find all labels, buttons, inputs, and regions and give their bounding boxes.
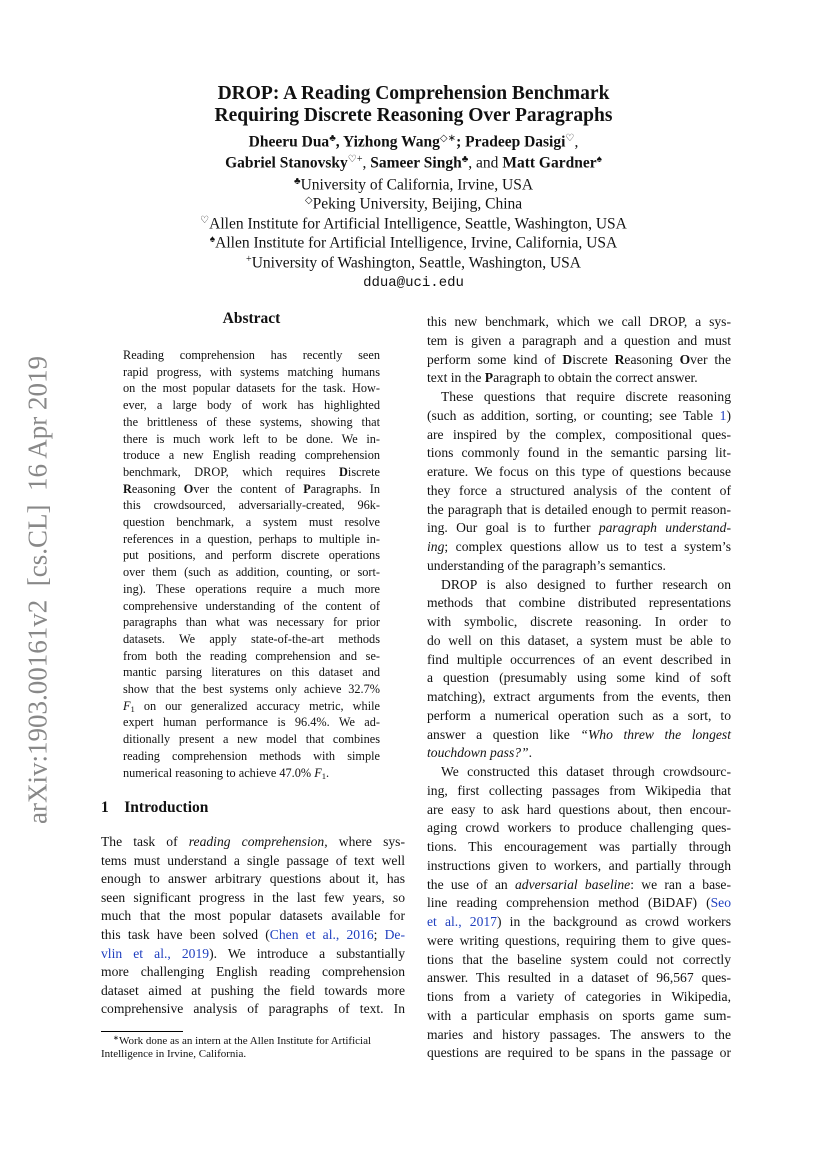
text-line: [101, 1001, 405, 1017]
text-span: perform a numerical operation such as a sort, to: [427, 707, 731, 723]
text-line: [427, 502, 731, 518]
text-span: a question (presumably using some kind of soft: [427, 670, 731, 686]
text-span: on our generalized accuracy metric, while: [134, 698, 380, 713]
text-line: [123, 749, 380, 764]
text-line: [427, 989, 731, 1005]
text-span: R: [614, 351, 625, 367]
text-span: Allen Institute for Artificial Intelligence, Irvine, California, USA: [215, 234, 618, 252]
superscript-marker: ♣: [293, 176, 301, 187]
text-span: comprehensive analysis of paragraphs of text. In: [101, 1001, 405, 1017]
text-span: benchmark, DROP, which requires: [123, 464, 340, 479]
text-span: answer a question like: [427, 726, 581, 742]
text-line: [427, 408, 731, 424]
text-span: ): [726, 407, 731, 423]
text-span: show that the best systems only achieve 32.7%: [123, 682, 380, 696]
text-span: much that the most popular datasets available for: [101, 908, 405, 924]
text-span: troduce a new English reading comprehension: [123, 448, 380, 463]
text-span: matching), extract arguments from the events, then: [427, 689, 731, 704]
text-span: Intelligence in Irvine, California.: [101, 1048, 247, 1060]
author-line-1: [0, 133, 827, 152]
text-line: [427, 652, 731, 668]
text-span: Work done as an intern at the Allen Institute for Artificial: [118, 1034, 372, 1047]
text-line: [123, 398, 380, 413]
text-line: [427, 970, 731, 986]
text-span: easoning: [624, 351, 680, 367]
text-span: text in the: [427, 370, 485, 386]
text-line: [101, 946, 405, 962]
citation-link[interactable]: Chen et al., 2016: [269, 927, 374, 942]
text-span: tions commonly found in the semantic parsing lit-: [427, 445, 731, 461]
superscript-marker: ◇: [304, 195, 313, 206]
text-line: [427, 952, 731, 968]
text-line: [123, 482, 380, 497]
text-span: reading comprehension methods with simple: [123, 748, 380, 763]
text-line: [427, 445, 731, 461]
text-span: F: [314, 765, 322, 780]
text-span: easoning: [131, 481, 184, 496]
text-line: [427, 333, 731, 349]
text-line: [427, 595, 731, 611]
text-span: on the most popular datasets for the task. How-: [123, 381, 380, 396]
text-span: D: [339, 464, 348, 479]
text-span: , and: [468, 154, 503, 172]
text-span: do well on this dataset, a system must be able to: [427, 632, 731, 648]
text-line: [427, 820, 731, 836]
text-span: Gabriel Stanovsky: [225, 154, 348, 172]
text-line: [427, 933, 731, 949]
text-span: Allen Institute for Artificial Intelligence, Seattle, Washington, USA: [209, 215, 627, 233]
affiliation-3: [0, 215, 827, 234]
text-span: ver the: [690, 351, 731, 367]
text-line: [427, 689, 731, 705]
text-span: tions from a variety of categories in Wikipedia,: [427, 989, 731, 1004]
paper-title-line-1: DROP: A Reading Comprehension Benchmark: [217, 83, 610, 104]
text-span: : we ran a base-: [630, 876, 731, 892]
affiliation-5: [0, 254, 827, 273]
affiliation-2: [0, 195, 827, 214]
text-span: Reading comprehension has recently seen: [123, 348, 380, 362]
text-span: with symbolic, discrete reasoning. In order to: [427, 614, 731, 629]
text-span: rapid progress, with systems matching humans: [123, 364, 380, 379]
text-span: tions. This encouragement was partially through: [427, 839, 731, 854]
text-span: ever, a large body of work has highlighted: [123, 398, 380, 413]
text-line: [427, 370, 731, 386]
text-span: numerical reasoning to achieve 47.0%: [123, 765, 315, 780]
text-span: University of Washington, Seattle, Washington, USA: [251, 254, 581, 272]
text-span: perform some kind of: [427, 351, 563, 367]
text-span: , where sys-: [324, 834, 405, 849]
arxiv-identifier-stamp: arXiv:1903.00161v2 [cs.CL] 16 Apr 2019: [22, 356, 53, 824]
text-line: [101, 983, 405, 999]
text-span: iscrete: [572, 351, 615, 367]
text-span: .: [528, 745, 532, 761]
text-span: references in a question, perhaps to multiple in-: [123, 531, 380, 546]
text-line: [427, 895, 731, 911]
text-span: “Who threw the longest: [580, 726, 732, 742]
footnote-line-2: [101, 1048, 246, 1060]
text-span: ,: [574, 133, 579, 151]
text-line: [427, 427, 731, 443]
text-span: ;: [456, 133, 466, 151]
text-span: P: [484, 370, 494, 386]
text-line: [123, 548, 380, 563]
superscript-marker: ♡: [200, 215, 210, 226]
text-span: are easy to ask hard questions about, then encour-: [427, 801, 731, 817]
text-span: ) in the background as crowd workers: [496, 914, 731, 929]
text-line: [123, 599, 380, 614]
author-line-2: [0, 154, 827, 173]
superscript-marker: ◇∗: [439, 133, 457, 144]
text-line: [427, 727, 731, 743]
text-span: reading comprehension: [188, 834, 325, 849]
text-line: [123, 365, 380, 380]
superscript-marker: ♡+: [347, 154, 363, 165]
text-span: answer. This resulted in a dataset of 96,567 ques-: [427, 970, 731, 986]
subscript: 1: [321, 770, 327, 781]
text-line: [427, 708, 731, 724]
text-span: tions that the baseline system could not correctly: [427, 951, 731, 967]
text-span: University of California, Irvine, USA: [300, 176, 534, 194]
text-span: tem is given a paragraph and a question and must: [427, 332, 731, 348]
footnote-line-1: [101, 1033, 371, 1047]
text-span: find multiple occurrences of an event described in: [427, 651, 731, 667]
text-span: methods that combine distributed representations: [427, 595, 731, 611]
text-line: [427, 464, 731, 480]
text-span: dataset aimed at pushing the field towards more: [101, 982, 405, 998]
text-span: R: [123, 481, 132, 496]
text-span: ing). These operations require a much more: [123, 581, 380, 596]
section-heading-introduction: 1 Introduction: [101, 799, 209, 816]
text-line: [123, 615, 380, 630]
text-span: tems must understand a single passage of text well: [101, 852, 405, 868]
text-line: [427, 577, 731, 593]
text-line: [123, 699, 380, 714]
superscript-marker: ♡: [565, 133, 575, 144]
text-span: datasets. We apply state-of-the-art methods: [123, 631, 380, 646]
subscript: 1: [130, 703, 135, 714]
text-span: ). We introduce a substantially: [209, 945, 406, 961]
text-line: [123, 348, 380, 363]
text-line: [123, 649, 380, 664]
text-span: more challenging English reading comprehension: [101, 964, 405, 980]
citation-link[interactable]: 1: [719, 407, 727, 423]
text-span: comprehensive understanding of the content of: [123, 598, 380, 613]
text-span: iscrete: [347, 464, 380, 479]
text-line: [123, 465, 380, 480]
text-span: instructions given to workers, and partially through: [427, 857, 731, 873]
text-line: [123, 498, 380, 513]
text-line: [123, 565, 380, 580]
text-line: [101, 890, 405, 906]
superscript-marker: ♣: [461, 154, 469, 165]
text-line: [123, 582, 380, 597]
text-line: [427, 389, 731, 405]
text-span: paragraphs than what was necessary for prior: [123, 615, 380, 630]
citation-link[interactable]: vlin et al., 2019: [101, 945, 210, 961]
text-span: line reading comprehension method (BiDAF) (: [427, 895, 711, 911]
citation-link[interactable]: Seo: [710, 895, 731, 911]
text-line: [101, 964, 405, 980]
superscript-marker: ♣: [329, 133, 336, 144]
text-line: [427, 1027, 731, 1043]
text-line: [101, 871, 405, 887]
text-span: the use of an: [427, 876, 515, 892]
text-span: mantic parsing literatures on this dataset and: [123, 665, 380, 680]
text-span: they force a structured analysis of the content of: [427, 482, 731, 498]
text-span: ing. Our goal is to further: [427, 520, 599, 536]
text-span: this task have been solved (: [101, 927, 270, 942]
text-line: [427, 483, 731, 499]
text-span: put positions, and perform discrete operations: [123, 548, 380, 563]
text-span: O: [183, 481, 194, 496]
text-line: [427, 539, 731, 555]
text-span: the brittleness of these systems, showing that: [123, 414, 380, 429]
text-span: there is much work left to be done. We in-: [123, 431, 380, 446]
text-line: [427, 670, 731, 686]
text-span: O: [679, 351, 691, 367]
text-span: .: [326, 765, 330, 780]
text-span: ing: [427, 539, 445, 554]
text-span: Sameer Singh: [370, 154, 462, 172]
text-line: [427, 558, 731, 574]
text-span: with a particular emphasis on sports game sum-: [427, 1007, 731, 1023]
text-span: paragraph understand-: [598, 520, 731, 536]
text-span: Peking University, Beijing, China: [312, 195, 523, 213]
text-span: seen significant progress in the last few years, so: [101, 889, 405, 905]
text-span: the paragraph that is detailed enough to permit reason-: [427, 501, 731, 517]
text-span: this new benchmark, which we call DROP, a sys-: [427, 314, 731, 329]
text-span: ditionally present a new model that combines: [123, 732, 380, 747]
text-line: [427, 1008, 731, 1024]
text-span: this crowdsourced, adversarially-created, 96k-: [123, 498, 380, 513]
text-span: understanding of the paragraph’s semantics.: [427, 557, 666, 573]
text-line: [123, 448, 380, 463]
text-span: F: [123, 698, 131, 713]
text-line: [123, 515, 380, 530]
footnote-divider: [101, 1031, 183, 1032]
text-span: maries and history passages. The answers to the: [427, 1026, 731, 1042]
text-line: [101, 927, 405, 943]
text-line: [123, 766, 380, 781]
text-span: We constructed this dataset through crowdsourc-: [441, 764, 731, 779]
text-line: [123, 682, 380, 697]
text-line: [427, 858, 731, 874]
text-span: adversarial baseline: [514, 876, 631, 892]
text-span: The task of: [101, 834, 189, 849]
text-line: [123, 665, 380, 680]
text-line: [427, 314, 731, 330]
text-span: from both the reading comprehension and se-: [123, 648, 380, 663]
text-line: [123, 415, 380, 430]
superscript-marker: ♠: [596, 154, 602, 165]
text-span: aragraphs. In: [310, 481, 380, 496]
superscript-marker: ∗: [113, 1034, 119, 1042]
text-line: [427, 520, 731, 536]
text-span: (such as addition, sorting, or counting; see Table: [427, 407, 720, 423]
text-line: [123, 432, 380, 447]
text-span: are inspired by the complex, compositional ques-: [427, 426, 731, 442]
text-line: [427, 839, 731, 855]
text-span: enough to answer arbitrary questions about it, has: [101, 871, 405, 887]
text-span: ,: [362, 154, 371, 172]
text-line: [427, 877, 731, 893]
text-line: [123, 715, 380, 730]
text-span: over them (such as addition, counting, or sort-: [123, 565, 380, 580]
citation-link[interactable]: et al., 2017: [427, 914, 497, 929]
text-span: touchdown pass?”: [427, 745, 529, 761]
citation-link[interactable]: De-: [384, 927, 405, 942]
affiliation-4: [0, 234, 827, 253]
text-span: aging crowd workers to produce challenging ques-: [427, 820, 731, 836]
text-span: ver the content of: [193, 481, 304, 496]
text-line: [427, 764, 731, 780]
text-span: Yizhong Wang: [342, 133, 440, 151]
text-line: [101, 834, 405, 850]
contact-email[interactable]: ddua@uci.edu: [363, 275, 464, 291]
text-line: [427, 352, 731, 368]
text-line: [427, 802, 731, 818]
text-span: ;: [373, 927, 385, 942]
text-span: were writing questions, requiring them to give ques-: [427, 932, 731, 948]
text-span: Pradeep Dasigi: [465, 133, 566, 151]
text-line: [101, 853, 405, 869]
text-line: [101, 908, 405, 924]
text-span: D: [562, 351, 573, 367]
text-span: ing, first collecting passages from Wikipedia that: [427, 782, 731, 798]
text-span: erature. We focus on this type of questions because: [427, 464, 731, 479]
text-line: [427, 745, 731, 761]
text-span: expert human performance is 96.4%. We ad-: [123, 715, 380, 730]
abstract-heading: Abstract: [222, 310, 281, 327]
text-span: aragraph to obtain the correct answer.: [493, 370, 698, 386]
text-line: [427, 783, 731, 799]
text-line: [123, 732, 380, 747]
text-line: [427, 914, 731, 930]
text-span: These questions that require discrete reasoning: [441, 389, 731, 404]
text-line: [123, 381, 380, 396]
text-span: question benchmark, a system must resolve: [123, 515, 380, 529]
text-span: Dheeru Dua: [248, 133, 330, 151]
text-line: [427, 1045, 731, 1061]
text-span: DROP is also designed to further research on: [441, 576, 731, 592]
text-span: ,: [335, 133, 343, 151]
text-span: ; complex questions allow us to test a system’s: [444, 539, 731, 554]
superscript-marker: ♠: [209, 234, 216, 245]
paper-title-line-2: Requiring Discrete Reasoning Over Paragraphs: [214, 105, 613, 126]
text-line: [123, 632, 380, 647]
text-span: questions are required to be spans in the passage or: [427, 1045, 731, 1061]
text-span: Matt Gardner: [502, 154, 597, 172]
affiliation-1: [0, 176, 827, 195]
text-line: [123, 532, 380, 547]
superscript-marker: +: [246, 254, 252, 265]
text-line: [427, 614, 731, 630]
text-span: P: [303, 481, 311, 496]
text-line: [427, 633, 731, 649]
